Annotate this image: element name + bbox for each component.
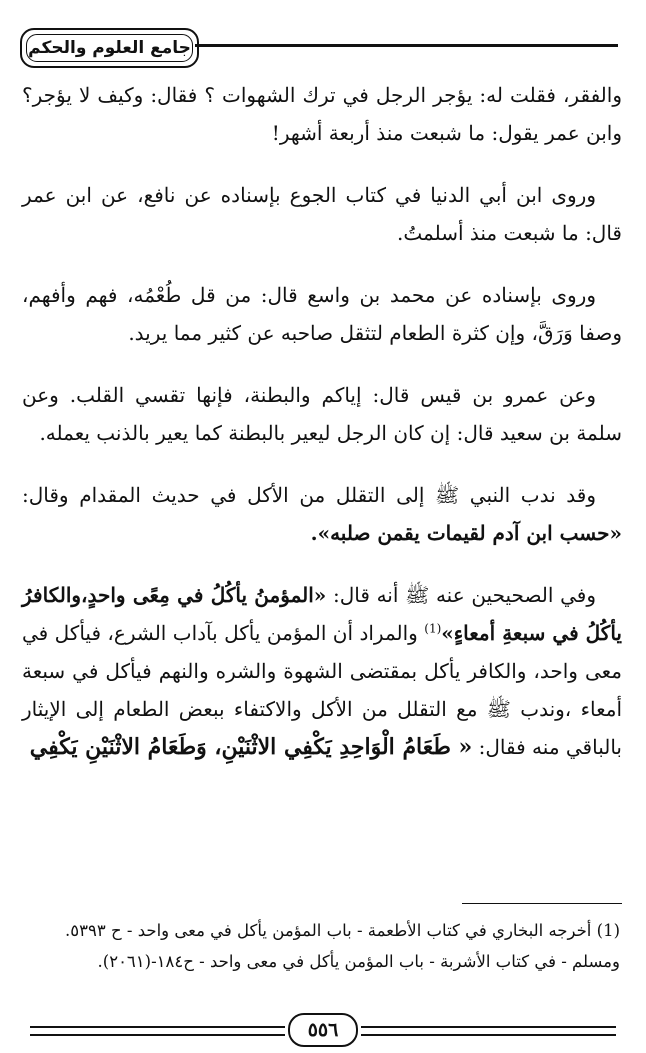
main-text [22, 76, 622, 790]
footnote-1: (1) أخرجه البخاري في كتاب الأطعمة - باب المؤمن يأكل في معى واحد - ح ٥٣٩٣. [65, 921, 620, 940]
header-rule [195, 44, 618, 47]
paragraph-6 [22, 576, 622, 766]
footnote-separator [462, 903, 622, 904]
hadith-taam: « طَعَامُ الْوَاحِدِ يَكْفِي الاثْنَيْنِ، وَطَعَامُ الاثْنَيْنِ يَكْفِي [29, 734, 473, 760]
footnotes [22, 915, 620, 977]
hadith-muamin: «المؤمنُ يأكُلُ في مِعًى واحدٍ،والكافرُ يأكُلُ في سبعةِ أمعاءٍ» [22, 583, 622, 645]
book-title: جامع العلوم والحكم [28, 38, 191, 58]
page-footer [30, 1010, 616, 1050]
page-number: ٥٥٦ [288, 1013, 358, 1047]
footnote-ref[interactable]: (1) [424, 621, 442, 636]
footer-rule-right [361, 1026, 616, 1036]
footer-rule-left [30, 1026, 285, 1036]
paragraph-4: وعن عمرو بن قيس قال: إياكم والبطنة، فإنها تقسي القلب. وعن سلمة بن سعيد قال: إن كان الرجل ليعير بالبطنة كما يعير بالذنب يعمله. [22, 383, 622, 445]
paragraph-6-intro: وفي الصحيحين عنه ﷺ أنه قال: [332, 583, 597, 607]
paragraph-5-intro: وقد ندب النبي ﷺ إلى التقلل من الأكل في حديث المقدام وقال: [22, 483, 596, 507]
paragraph-5 [22, 476, 622, 552]
running-header [20, 28, 199, 68]
paragraph-3: وروى بإسناده عن محمد بن واسع قال: من قل طُعْمُه، فهم وأفهم، وصفا وَرَقَّ، وإن كثرة الطعام لتثقل صاحبه عن كثير مما يريد. [22, 283, 622, 345]
paragraph-6-rest: والمراد أن المؤمن يأكل بآداب الشرع، فيأكل في معى واحد، والكافر يأكل بمقتضى الشهوة والشره والنهم فيأكل في سبعة أمعاء ،وندب ﷺ مع التقلل من الأكل والاكتفاء ببعض الطعام إلى الإيثار بالباقي منه فقال: [22, 621, 622, 759]
footnote-1-cont: ومسلم - في كتاب الأشربة - باب المؤمن يأكل في معى واحد - ح١٨٤-(٢٠٦١). [97, 952, 620, 971]
hadith-hasb: «حسب ابن آدم لقيمات يقمن صلبه». [310, 521, 622, 545]
paragraph-2: وروى ابن أبي الدنيا في كتاب الجوع بإسناده عن نافع، عن ابن عمر قال: ما شبعت منذ أسلمتُ. [22, 183, 622, 245]
paragraph-1: والفقر، فقلت له: يؤجر الرجل في ترك الشهوات ؟ فقال: وكيف لا يؤجر؟ وابن عمر يقول: ما شبعت منذ أربعة أشهر! [22, 83, 622, 145]
